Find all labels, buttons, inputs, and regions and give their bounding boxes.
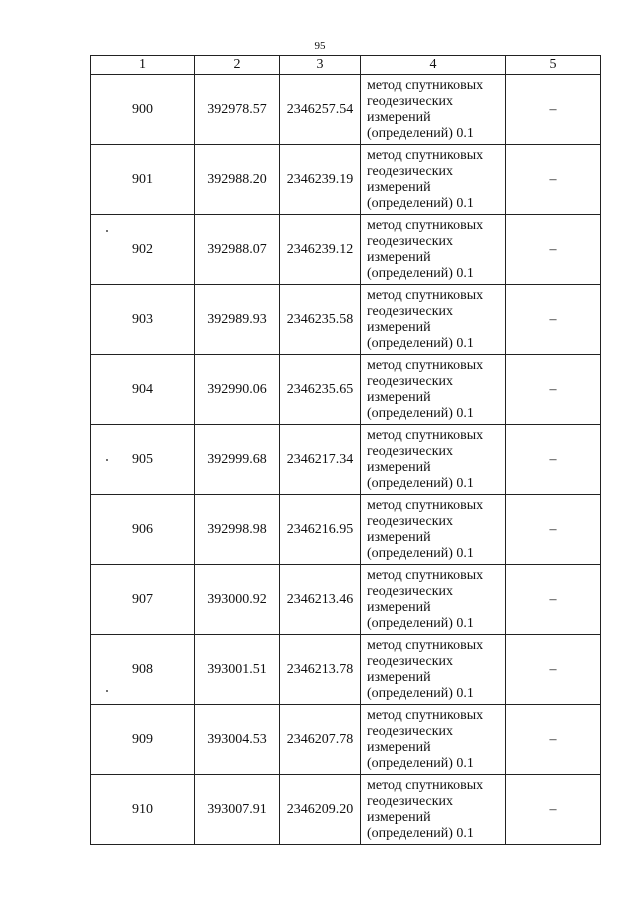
method-line: (определений) 0.1 [367, 195, 474, 211]
point-number-cell: 908 [91, 635, 195, 705]
x-coordinate-cell: 392998.98 [195, 495, 280, 565]
column-header: 2 [195, 56, 280, 75]
column-5-cell: – [506, 355, 601, 425]
y-coordinate-cell: 2346213.78 [280, 635, 361, 705]
table-body [91, 75, 601, 845]
method-cell [361, 635, 506, 705]
method-line: геодезических [367, 303, 454, 319]
column-5-cell: – [506, 705, 601, 775]
method-line: метод спутниковых [367, 497, 484, 513]
method-line: измерений [367, 529, 431, 545]
method-line: измерений [367, 459, 431, 475]
scan-speck [106, 459, 108, 461]
y-coordinate-cell: 2346239.12 [280, 215, 361, 285]
table-row [91, 215, 601, 285]
x-coordinate-cell: 392978.57 [195, 75, 280, 145]
page-number: 95 [314, 40, 326, 52]
point-number-cell: 904 [91, 355, 195, 425]
table-row [91, 495, 601, 565]
method-cell [361, 355, 506, 425]
table-row [91, 705, 601, 775]
table-row [91, 775, 601, 845]
method-line: (определений) 0.1 [367, 825, 474, 841]
point-number-cell: 900 [91, 75, 195, 145]
y-coordinate-cell: 2346216.95 [280, 495, 361, 565]
x-coordinate-cell: 393001.51 [195, 635, 280, 705]
method-line: измерений [367, 179, 431, 195]
column-5-cell: – [506, 145, 601, 215]
method-line: (определений) 0.1 [367, 615, 474, 631]
y-coordinate-cell: 2346209.20 [280, 775, 361, 845]
table-row [91, 75, 601, 145]
method-line: геодезических [367, 443, 454, 459]
method-line: метод спутниковых [367, 777, 484, 793]
method-line: метод спутниковых [367, 637, 484, 653]
scan-speck [106, 230, 108, 232]
point-number-cell: 905 [91, 425, 195, 495]
method-cell [361, 775, 506, 845]
method-line: (определений) 0.1 [367, 265, 474, 281]
method-line: измерений [367, 319, 431, 335]
y-coordinate-cell: 2346207.78 [280, 705, 361, 775]
method-line: метод спутниковых [367, 357, 484, 373]
method-line: метод спутниковых [367, 427, 484, 443]
column-header: 3 [280, 56, 361, 75]
x-coordinate-cell: 392988.20 [195, 145, 280, 215]
column-5-cell: – [506, 495, 601, 565]
point-number-cell: 906 [91, 495, 195, 565]
table-row [91, 635, 601, 705]
column-5-cell: – [506, 635, 601, 705]
column-5-cell: – [506, 285, 601, 355]
coordinates-table [90, 55, 601, 845]
point-number-cell: 910 [91, 775, 195, 845]
method-cell [361, 285, 506, 355]
y-coordinate-cell: 2346213.46 [280, 565, 361, 635]
method-line: метод спутниковых [367, 147, 484, 163]
method-line: метод спутниковых [367, 77, 484, 93]
method-line: (определений) 0.1 [367, 545, 474, 561]
column-5-cell: – [506, 565, 601, 635]
method-line: (определений) 0.1 [367, 685, 474, 701]
method-line: измерений [367, 599, 431, 615]
method-line: (определений) 0.1 [367, 475, 474, 491]
table-row [91, 285, 601, 355]
method-line: геодезических [367, 93, 454, 109]
method-line: геодезических [367, 723, 454, 739]
method-cell [361, 495, 506, 565]
column-5-cell: – [506, 775, 601, 845]
x-coordinate-cell: 393007.91 [195, 775, 280, 845]
method-line: геодезических [367, 653, 454, 669]
x-coordinate-cell: 392989.93 [195, 285, 280, 355]
point-number-cell: 902 [91, 215, 195, 285]
method-line: измерений [367, 249, 431, 265]
y-coordinate-cell: 2346235.58 [280, 285, 361, 355]
x-coordinate-cell: 392999.68 [195, 425, 280, 495]
method-line: геодезических [367, 583, 454, 599]
method-cell [361, 565, 506, 635]
method-line: метод спутниковых [367, 707, 484, 723]
method-line: геодезических [367, 793, 454, 809]
table-row [91, 355, 601, 425]
column-5-cell: – [506, 425, 601, 495]
method-cell [361, 215, 506, 285]
x-coordinate-cell: 392990.06 [195, 355, 280, 425]
method-line: геодезических [367, 163, 454, 179]
x-coordinate-cell: 393000.92 [195, 565, 280, 635]
method-line: геодезических [367, 233, 454, 249]
table-row [91, 425, 601, 495]
x-coordinate-cell: 392988.07 [195, 215, 280, 285]
column-header: 1 [91, 56, 195, 75]
point-number-cell: 909 [91, 705, 195, 775]
method-cell [361, 705, 506, 775]
method-cell [361, 425, 506, 495]
point-number-cell: 903 [91, 285, 195, 355]
column-5-cell: – [506, 215, 601, 285]
point-number-cell: 901 [91, 145, 195, 215]
method-line: измерений [367, 109, 431, 125]
method-line: метод спутниковых [367, 287, 484, 303]
y-coordinate-cell: 2346257.54 [280, 75, 361, 145]
y-coordinate-cell: 2346235.65 [280, 355, 361, 425]
method-line: геодезических [367, 373, 454, 389]
column-header: 5 [506, 56, 601, 75]
point-number-cell: 907 [91, 565, 195, 635]
column-5-cell: – [506, 75, 601, 145]
table-row [91, 565, 601, 635]
method-line: измерений [367, 389, 431, 405]
method-line: измерений [367, 809, 431, 825]
method-line: геодезических [367, 513, 454, 529]
method-line: измерений [367, 669, 431, 685]
method-line: (определений) 0.1 [367, 125, 474, 141]
x-coordinate-cell: 393004.53 [195, 705, 280, 775]
method-cell [361, 145, 506, 215]
column-header: 4 [361, 56, 506, 75]
table-header-row [91, 56, 601, 75]
method-line: (определений) 0.1 [367, 405, 474, 421]
method-line: метод спутниковых [367, 217, 484, 233]
table-row [91, 145, 601, 215]
method-line: метод спутниковых [367, 567, 484, 583]
scan-speck [106, 690, 108, 692]
method-cell [361, 75, 506, 145]
y-coordinate-cell: 2346217.34 [280, 425, 361, 495]
method-line: (определений) 0.1 [367, 335, 474, 351]
method-line: (определений) 0.1 [367, 755, 474, 771]
method-line: измерений [367, 739, 431, 755]
y-coordinate-cell: 2346239.19 [280, 145, 361, 215]
